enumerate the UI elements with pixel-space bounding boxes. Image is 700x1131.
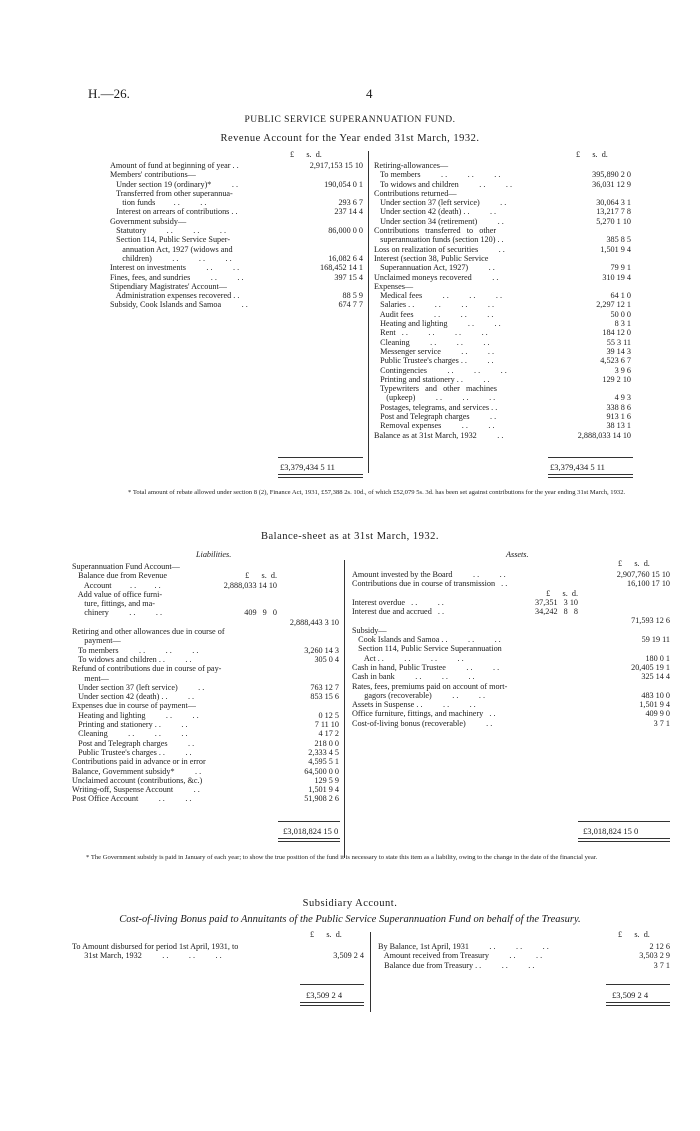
ledger-label: Cash in bank . . . . . .	[352, 672, 475, 682]
ledger-row	[374, 431, 631, 440]
ledger-row	[110, 291, 363, 300]
ledger-row	[72, 701, 339, 710]
ledger-amount: 129 5 9	[314, 775, 339, 785]
ledger-amount: 763 12 7	[310, 682, 339, 692]
ledger-label: Office furniture, fittings, and machinery . .	[352, 709, 496, 719]
ledger-sub-amount: 37,351 3 10	[535, 597, 578, 607]
ledger-label: Statutory . . . . . .	[110, 226, 226, 236]
ledger-label: Under section 19 (ordinary)* . .	[110, 179, 239, 189]
ledger-label: Cash in hand, Public Trustee . . . .	[352, 662, 500, 672]
ledger-label: Account . . . .	[72, 580, 161, 590]
ledger-amount: 2,917,153 15 10	[309, 161, 363, 170]
revenue-right-col-head: £ s. d.	[576, 150, 608, 159]
ledger-row	[352, 672, 670, 681]
ledger-label: Balance as at 31st March, 1932 . .	[374, 430, 504, 440]
ledger-label: To Amount disbursed for period 1st April, 1931, to	[72, 942, 239, 951]
revenue-receipts	[110, 161, 363, 310]
subsidiary-total-right: £3,509 2 4	[612, 990, 649, 1000]
ledger-label: Audit fees . . . . . .	[374, 309, 494, 319]
ledger-label: ture, fittings, and ma-	[72, 599, 155, 609]
ledger-sub-amount: £ s. d.	[546, 588, 578, 598]
subsidiary-divider	[370, 932, 371, 1012]
ledger-label: gagors (recoverable) . . . .	[352, 690, 486, 700]
ledger-row	[352, 589, 670, 598]
ledger-label: Loss on realization of securities . .	[374, 244, 505, 254]
ledger-label: Members' contributions—	[110, 170, 196, 180]
ledger-label: Section 114, Public Service Super-	[110, 235, 231, 245]
ledger-row	[352, 654, 670, 663]
ledger-row	[374, 347, 631, 356]
ledger-label: payment—	[72, 636, 121, 646]
ledger-label: Postages, telegrams, and services . .	[374, 402, 498, 412]
subsidiary-debits	[72, 942, 364, 961]
ledger-label: Interest overdue . . . .	[352, 597, 444, 607]
ledger-amount: 79 9 1	[610, 263, 631, 273]
ledger-amount: 2,907,760 15 10	[616, 570, 670, 579]
ledger-row	[374, 412, 631, 421]
ledger-amount: 39 14 3	[606, 346, 631, 356]
ledger-row	[374, 226, 631, 235]
ledger-row	[72, 562, 339, 571]
ledger-label: children) . . . . . .	[110, 253, 232, 263]
ledger-label: To members . . . . . .	[72, 645, 199, 655]
assets-heading: Assets.	[506, 550, 529, 559]
ledger-row	[352, 644, 670, 653]
ledger-amount: 5,270 1 10	[596, 216, 631, 226]
ledger-row	[110, 170, 363, 179]
ledger-label: Interest on arrears of contributions . .	[110, 207, 238, 217]
ledger-label: Amount invested by the Board . . . .	[352, 570, 506, 579]
ledger-label: Cost-of-living bonus (recoverable) . .	[352, 718, 493, 728]
ledger-label: Administration expenses recovered . .	[110, 291, 240, 301]
ledger-amount: 3 7 1	[653, 718, 670, 728]
ledger-row	[374, 421, 631, 430]
ledger-label: To members . . . . . .	[374, 170, 501, 180]
ledger-row	[374, 180, 631, 189]
ledger-label: Salaries . . . . . . . .	[374, 300, 495, 310]
ledger-row	[72, 683, 339, 692]
ledger-row	[72, 590, 339, 599]
ledger-row	[378, 961, 670, 970]
ledger-label: tion funds . . . .	[110, 198, 207, 208]
ledger-amount: 30,064 3 1	[596, 198, 631, 208]
ledger-label: Interest on investments . . . .	[110, 263, 240, 273]
ledger-sub-amount: £ s. d.	[245, 571, 277, 581]
ledger-row	[352, 616, 670, 625]
ledger-row	[374, 273, 631, 282]
ledger-label: By Balance, 1st April, 1931 . . . . . .	[378, 942, 549, 951]
ledger-label: Cleaning . . . . . .	[72, 729, 188, 739]
ledger-amount: 4,523 6 7	[600, 356, 631, 366]
ledger-row	[374, 366, 631, 375]
ledger-row	[352, 719, 670, 728]
ledger-label: Unclaimed account (contributions, &c.)	[72, 775, 203, 785]
ledger-row	[72, 581, 339, 590]
ledger-label: superannuation funds (section 120) . .	[374, 235, 504, 245]
ledger-amount: 2,888,443 3 10	[289, 617, 339, 627]
ledger-amount: 2 12 6	[649, 942, 670, 951]
ledger-row	[374, 263, 631, 272]
page-ref: H.—26.	[88, 86, 130, 101]
ledger-amount: 1,501 9 4	[308, 785, 339, 795]
ledger-amount: 0 12 5	[318, 710, 339, 720]
ledger-amount: 3 7 1	[653, 960, 670, 970]
ledger-amount: 7 11 10	[314, 720, 339, 730]
revenue-divider	[368, 151, 369, 473]
ledger-label: Contributions due in course of transmission . .	[352, 579, 508, 589]
ledger-row	[72, 627, 339, 636]
ledger-amount: 71,593 12 6	[631, 616, 670, 626]
ledger-row	[374, 375, 631, 384]
ledger-label: Refund of contributions due in course of pay-	[72, 664, 222, 674]
ledger-row	[374, 217, 631, 226]
ledger-amount: 385 8 5	[606, 235, 631, 245]
ledger-label: Contributions transferred to other	[374, 226, 497, 236]
revenue-total-left: £3,379,434 5 11	[280, 462, 335, 472]
ledger-row	[72, 618, 339, 627]
ledger-row	[72, 664, 339, 673]
ledger-row	[110, 254, 363, 263]
ledger-row	[72, 951, 364, 960]
ledger-amount: 51,908 2 6	[304, 794, 339, 804]
ledger-row	[72, 636, 339, 645]
ledger-amount: 4,595 5 1	[308, 757, 339, 767]
ledger-label: Expenses—	[374, 281, 414, 291]
ledger-row	[72, 794, 339, 803]
ledger-amount: 409 9 0	[645, 709, 670, 719]
ledger-amount: 64 1 0	[610, 291, 631, 301]
ledger-amount: 338 8 6	[606, 402, 631, 412]
ledger-row	[374, 328, 631, 337]
ledger-label: Unclaimed moneys recovered . .	[374, 272, 499, 282]
ledger-row	[72, 720, 339, 729]
ledger-amount: 88 5 9	[342, 291, 363, 301]
ledger-amount: 2,333 4 5	[308, 747, 339, 757]
ledger-label: Transferred from other superannua-	[110, 188, 233, 198]
ledger-amount: 36,031 12 9	[592, 179, 631, 189]
page-number: 4	[366, 86, 373, 101]
ledger-label: Balance, Government subsidy* . .	[72, 766, 202, 776]
ledger-label: To widows and children . . . .	[72, 654, 192, 664]
ledger-row	[72, 692, 339, 701]
ledger-row	[110, 282, 363, 291]
ledger-row	[110, 300, 363, 309]
ledger-label: Printing and stationery . . . .	[72, 720, 188, 730]
ledger-label: Amount received from Treasury . . . .	[378, 951, 543, 961]
ledger-label: Heating and lighting . . . .	[72, 710, 199, 720]
ledger-row	[110, 217, 363, 226]
ledger-row	[352, 626, 670, 635]
ledger-row	[352, 682, 670, 691]
ledger-label: Superannuation Act, 1927) . .	[374, 263, 495, 273]
ledger-row	[374, 170, 631, 179]
ledger-label: Public Trustee's charges . . . .	[374, 356, 494, 366]
ledger-label: Interest (section 38, Public Service	[374, 253, 489, 263]
ledger-label: Writing-off, Suspense Account . .	[72, 785, 200, 795]
subsidiary-total-left: £3,509 2 4	[306, 990, 343, 1000]
ledger-row	[72, 776, 339, 785]
ledger-label: Fines, fees, and sundries . . . .	[110, 272, 244, 282]
ledger-row	[72, 608, 339, 617]
ledger-row	[72, 729, 339, 738]
ledger-row	[110, 161, 363, 170]
ledger-amount: 50 0 0	[610, 309, 631, 319]
ledger-row	[72, 767, 339, 776]
ledger-amount: 293 6 7	[338, 198, 363, 208]
ledger-label: Typewriters and other machines	[374, 384, 497, 394]
ledger-row	[110, 245, 363, 254]
subsidiary-left-col-head: £ s. d.	[310, 930, 342, 939]
ledger-amount: 237 14 4	[334, 207, 363, 217]
ledger-label: Retiring and other allowances due in course of	[72, 627, 225, 637]
ledger-row	[374, 384, 631, 393]
ledger-amount: 13,217 7 8	[596, 207, 631, 217]
ledger-row	[374, 356, 631, 365]
ledger-amount: 913 1 6	[606, 412, 631, 422]
ledger-row	[72, 571, 339, 580]
ledger-amount: 168,452 14 1	[320, 263, 363, 273]
ledger-row	[110, 207, 363, 216]
ledger-amount: 1,501 9 4	[600, 244, 631, 254]
ledger-row	[72, 748, 339, 757]
ledger-amount: 310 19 4	[602, 272, 631, 282]
revenue-total-right: £3,379,434 5 11	[550, 462, 605, 472]
ledger-label: Under section 34 (retirement) . .	[374, 216, 504, 226]
ledger-row	[352, 700, 670, 709]
ledger-label: (upkeep) . . . . . .	[374, 393, 496, 403]
ledger-row	[352, 663, 670, 672]
ledger-amount: 2,297 12 1	[596, 300, 631, 310]
ledger-row	[72, 646, 339, 655]
ledger-row	[378, 951, 670, 960]
ledger-amount: 86,000 0 0	[328, 226, 363, 236]
ledger-label: Post and Telegraph charges . .	[374, 412, 497, 422]
ledger-amount: 2,888,033 14 10	[577, 430, 631, 440]
ledger-row	[374, 291, 631, 300]
ledger-label: Interest due and accrued . .	[352, 607, 445, 617]
ledger-amount: 3,509 2 4	[333, 951, 364, 961]
ledger-row	[374, 300, 631, 309]
ledger-amount: 1,501 9 4	[639, 700, 670, 710]
ledger-amount: 190,054 0 1	[324, 179, 363, 189]
ledger-row	[374, 393, 631, 402]
ledger-label: Under section 37 (left service) . .	[72, 682, 205, 692]
ledger-label: Expenses due in course of payment—	[72, 701, 196, 711]
ledger-row	[110, 226, 363, 235]
balance-total-right: £3,018,824 15 0	[583, 826, 639, 836]
ledger-row	[72, 757, 339, 766]
ledger-sub-amount: 2,888,033 14 10	[223, 580, 277, 590]
ledger-row	[110, 273, 363, 282]
ledger-amount: 853 15 6	[310, 692, 339, 702]
ledger-row	[72, 739, 339, 748]
document-title: PUBLIC SERVICE SUPERANNUATION FUND.	[244, 115, 456, 125]
ledger-label: Rent . . . . . . . .	[374, 328, 488, 338]
ledger-row	[352, 709, 670, 718]
ledger-label: Assets in Suspense . . . . . .	[352, 700, 476, 710]
ledger-row	[352, 570, 670, 579]
ledger-amount: 325 14 4	[641, 672, 670, 682]
ledger-label: Subsidy, Cook Islands and Samoa . .	[110, 300, 248, 310]
ledger-amount: 64,500 0 0	[304, 766, 339, 776]
ledger-amount: 38 13 1	[606, 421, 631, 431]
assets-col-head: £ s. d.	[618, 559, 650, 568]
ledger-label: Medical fees . . . . . .	[374, 291, 503, 301]
ledger-label: Retiring-allowances—	[374, 161, 449, 170]
ledger-label: Superannuation Fund Account—	[72, 562, 180, 571]
ledger-label: Contingencies . . . . . .	[374, 365, 507, 375]
revenue-footnote: * Total amount of rebate allowed under section 8 (2), Finance Act, 1931, £57,388 2s. 10d., of which £52,079 5s. 3d. has been set against contributions for the year ending 31st March, 1932.	[128, 489, 626, 496]
assets-list	[352, 570, 670, 728]
ledger-amount: 395,890 2 0	[592, 170, 631, 180]
ledger-label: Post and Telegraph charges . .	[72, 738, 195, 748]
ledger-label: Section 114, Public Service Superannuation	[352, 644, 502, 654]
ledger-row	[72, 785, 339, 794]
ledger-label: Act . . . . . . . .	[352, 653, 464, 663]
revenue-heading: Revenue Account for the Year ended 31st March, 1932.	[220, 133, 480, 144]
ledger-row	[110, 189, 363, 198]
ledger-row	[374, 161, 631, 170]
subsidiary-credits	[378, 942, 670, 970]
ledger-label: Public Trustee's charges . . . .	[72, 747, 192, 757]
ledger-row	[352, 691, 670, 700]
ledger-amount: 129 2 10	[602, 374, 631, 384]
ledger-label: Add value of office furni-	[72, 589, 163, 599]
ledger-amount: 305 0 4	[314, 654, 339, 664]
ledger-label: Under section 37 (left service) . .	[374, 198, 507, 208]
ledger-label: Rates, fees, premiums paid on account of mort-	[352, 681, 508, 691]
subsidiary-heading: Subsidiary Account.	[302, 898, 398, 909]
ledger-label: Under section 42 (death) . . . .	[374, 207, 497, 217]
ledger-row	[110, 263, 363, 272]
balance-total-left: £3,018,824 15 0	[283, 826, 339, 836]
ledger-amount: 3 9 6	[614, 365, 631, 375]
ledger-row	[72, 599, 339, 608]
ledger-amount: 16,082 6 4	[328, 253, 363, 263]
ledger-row	[374, 282, 631, 291]
ledger-label: Removal expenses . . . .	[374, 421, 495, 431]
subsidiary-right-col-head: £ s. d.	[618, 930, 650, 939]
ledger-row	[374, 189, 631, 198]
revenue-left-col-head: £ s. d.	[290, 150, 322, 159]
ledger-label: Contributions returned—	[374, 188, 457, 198]
ledger-row	[374, 338, 631, 347]
ledger-amount: 55 3 11	[606, 337, 631, 347]
ledger-label: To widows and children . . . .	[374, 179, 512, 189]
balance-footnote: * The Government subsidy is paid in January of each year; to show the true position of the fund it is necessary to state this item as a liability, owing to the change in the date of the financial year.	[86, 854, 598, 861]
ledger-row	[374, 310, 631, 319]
ledger-label: Under section 42 (death) . . . .	[72, 692, 195, 702]
ledger-row	[378, 942, 670, 951]
ledger-row	[352, 607, 670, 616]
ledger-label: Heating and lighting . . . .	[374, 319, 501, 329]
ledger-label: Balance due from Revenue	[72, 571, 168, 581]
ledger-amount: 674 7 7	[338, 300, 363, 310]
ledger-row	[110, 235, 363, 244]
ledger-sub-amount: 409 9 0	[244, 608, 277, 618]
ledger-label: Post Office Account . . . .	[72, 794, 192, 804]
liabilities-list	[72, 562, 339, 804]
ledger-amount: 3,260 14 3	[304, 645, 339, 655]
ledger-sub-amount: 34,242 8 8	[535, 607, 578, 617]
ledger-row	[352, 635, 670, 644]
ledger-amount: 4 9 3	[614, 393, 631, 403]
ledger-row	[352, 598, 670, 607]
ledger-label: Subsidy—	[352, 625, 387, 635]
ledger-label: annuation Act, 1927 (widows and	[110, 244, 233, 254]
liabilities-heading: Liabilities.	[196, 550, 232, 559]
ledger-label: Messenger service . . . .	[374, 346, 495, 356]
ledger-amount: 397 15 4	[334, 272, 363, 282]
ledger-amount: 8 3 1	[614, 319, 631, 329]
ledger-row	[72, 942, 364, 951]
ledger-label: Balance due from Treasury . . . . . .	[378, 960, 535, 970]
subsidiary-subheading: Cost-of-living Bonus paid to Annuitants of the Public Service Superannuation Fund on behalf of the Treasury.	[119, 914, 581, 925]
ledger-row	[374, 235, 631, 244]
ledger-row	[72, 711, 339, 720]
ledger-label: 31st March, 1932 . . . . . .	[72, 951, 222, 961]
ledger-row	[374, 319, 631, 328]
ledger-label: Stipendiary Magistrates' Account—	[110, 281, 227, 291]
revenue-payments	[374, 161, 631, 440]
balance-heading: Balance-sheet as at 31st March, 1932.	[261, 531, 439, 542]
ledger-row	[374, 254, 631, 263]
ledger-row	[374, 245, 631, 254]
ledger-amount: 20,405 19 1	[631, 662, 670, 672]
ledger-label: Cook Islands and Samoa . . . . . .	[352, 635, 501, 645]
ledger-amount: 4 17 2	[318, 729, 339, 739]
ledger-label: ment—	[72, 673, 109, 683]
ledger-amount: 180 0 1	[645, 653, 670, 663]
balance-divider	[344, 560, 345, 858]
ledger-amount: 16,100 17 10	[627, 579, 670, 589]
ledger-row	[110, 198, 363, 207]
ledger-label: Government subsidy—	[110, 216, 187, 226]
ledger-amount: 59 19 11	[641, 635, 670, 645]
ledger-row	[374, 198, 631, 207]
ledger-amount: 184 12 0	[602, 328, 631, 338]
ledger-row	[72, 655, 339, 664]
ledger-amount: 483 10 0	[641, 690, 670, 700]
ledger-row	[72, 674, 339, 683]
ledger-row	[374, 207, 631, 216]
ledger-row	[374, 403, 631, 412]
ledger-row	[110, 180, 363, 189]
ledger-label: Amount of fund at beginning of year . .	[110, 161, 239, 170]
ledger-label: Printing and stationery . . . .	[374, 374, 490, 384]
ledger-label: chinery . . . .	[72, 608, 163, 618]
ledger-label: Contributions paid in advance or in error	[72, 757, 206, 767]
ledger-amount: 218 0 0	[314, 738, 339, 748]
ledger-label: Cleaning . . . . . .	[374, 337, 490, 347]
ledger-row	[352, 579, 670, 588]
ledger-amount: 3,503 2 9	[639, 951, 670, 961]
